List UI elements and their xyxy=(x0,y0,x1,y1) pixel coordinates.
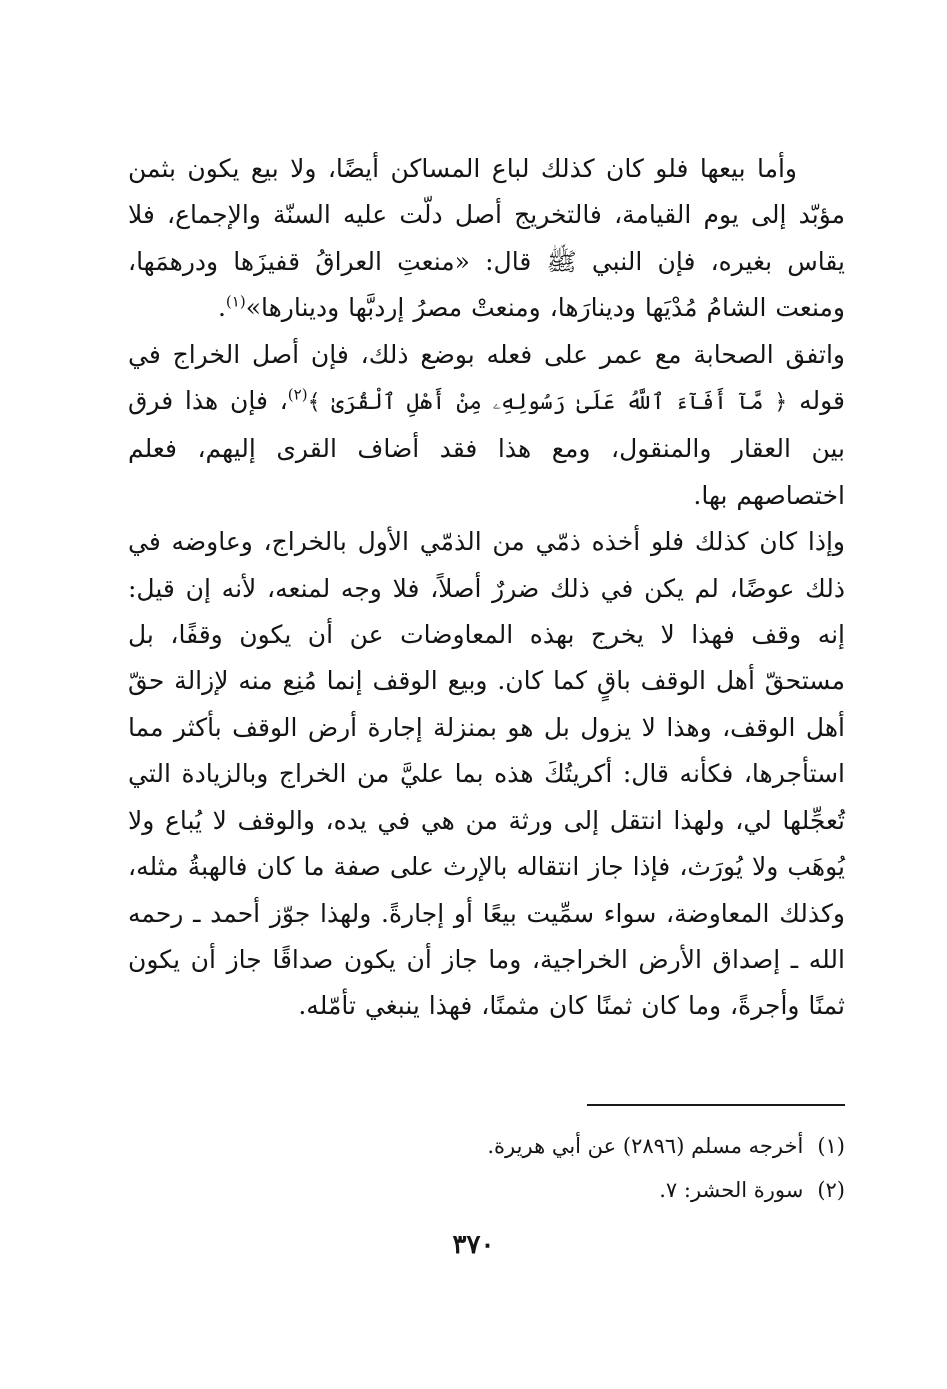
paragraph-1-text: وأما بيعها فلو كان كذلك لباع المساكن أيضًا، ولا بيع يكون بثمن مؤبّد إلى يوم القيامة، فالتخريج أصل دلّت عليه السنّة والإجماع، فلا يقاس بغيره، فإن النبي ﷺ قال: «منعتِ العراقُ قفيزَها ودرهمَها، ومنعت الشامُ مُدْيَها ودينارَها، ومنعتْ مصرُ إردبَّها ودينارها» xyxy=(128,154,846,323)
paragraph-2-text-start: واتفق الصحابة مع عمر على فعله بوضع ذلك، فإن أصل الخراج في قوله xyxy=(128,339,845,416)
footnote-divider xyxy=(587,1104,845,1106)
page-number: ٣٧٠ xyxy=(452,1230,495,1260)
paragraph-1-end: . xyxy=(217,293,226,323)
paragraph-3: وإذا كان كذلك فلو أخذه ذمّي من الذمّي الأول بالخراج، وعاوضه في ذلك عوضًا، لم يكن في ذلك ضررٌ أصلاً، فلا وجه لمنعه، لأنه إن قيل: إنه وقف فهذا لا يخرج بهذه المعاوضات عن أن يكون وقفًا، بل مستحقّ أهل الوقف باقٍ كما كان. وبيع الوقف إنما مُنِع منه لإزالة حقّ أهل الوقف، وهذا لا يزول بل هو بمنزلة إجارة أرض الوقف بأكثر مما استأجرها، فكأنه قال: أكريتُكَ هذه بما عليَّ من الخراج وبالزيادة التي تُعجِّلها لي، ولهذا انتقل إلى ورثة من هي في يده، والوقف لا يُباع ولا يُوهَب ولا يُورَث، فإذا جاز انتقاله بالإرث على صفة ما كان فالهبةُ مثله، وكذلك المعاوضة، سواء سمِّيت بيعًا أو إجارةً. ولهذا جوّز أحمد ـ رحمه الله ـ إصداق الأرض الخراجية، وما جاز أن يكون صداقًا جاز أن يكون ثمنًا وأجرةً، وما كان ثمنًا كان مثمنًا، فهذا ينبغي تأمّله. xyxy=(128,527,846,1021)
quran-verse: ﴿ مَّآ أَفَآءَ ٱللَّهُ عَلَىٰ رَسُولِهِۦ مِنْ أَهْلِ ٱلْقُرَىٰ ﴾ xyxy=(307,390,788,416)
main-text xyxy=(128,146,845,1030)
paragraph-2-text-end: ، فإن هذا فرق بين العقار والمنقول، ومع هذا فقد أضاف القرى إليهم، فعلم اختصاصهم بها. xyxy=(128,386,845,510)
footnote-text: أخرجه مسلم (٢٨٩٦) عن أبي هريرة. xyxy=(487,1134,804,1158)
footnote-ref-1[interactable]: (١) xyxy=(225,292,246,311)
footnote-1 xyxy=(128,1124,845,1168)
footnote-ref-2[interactable]: (٢) xyxy=(287,385,308,404)
footnote-text: سورة الحشر: ٧. xyxy=(659,1178,804,1202)
footnote-number: (١) xyxy=(817,1134,845,1158)
footnote-number: (٢) xyxy=(817,1178,845,1202)
footnotes xyxy=(128,1124,845,1212)
paragraph-1 xyxy=(128,146,845,332)
paragraph-2 xyxy=(128,332,845,520)
footnote-2 xyxy=(128,1168,845,1212)
